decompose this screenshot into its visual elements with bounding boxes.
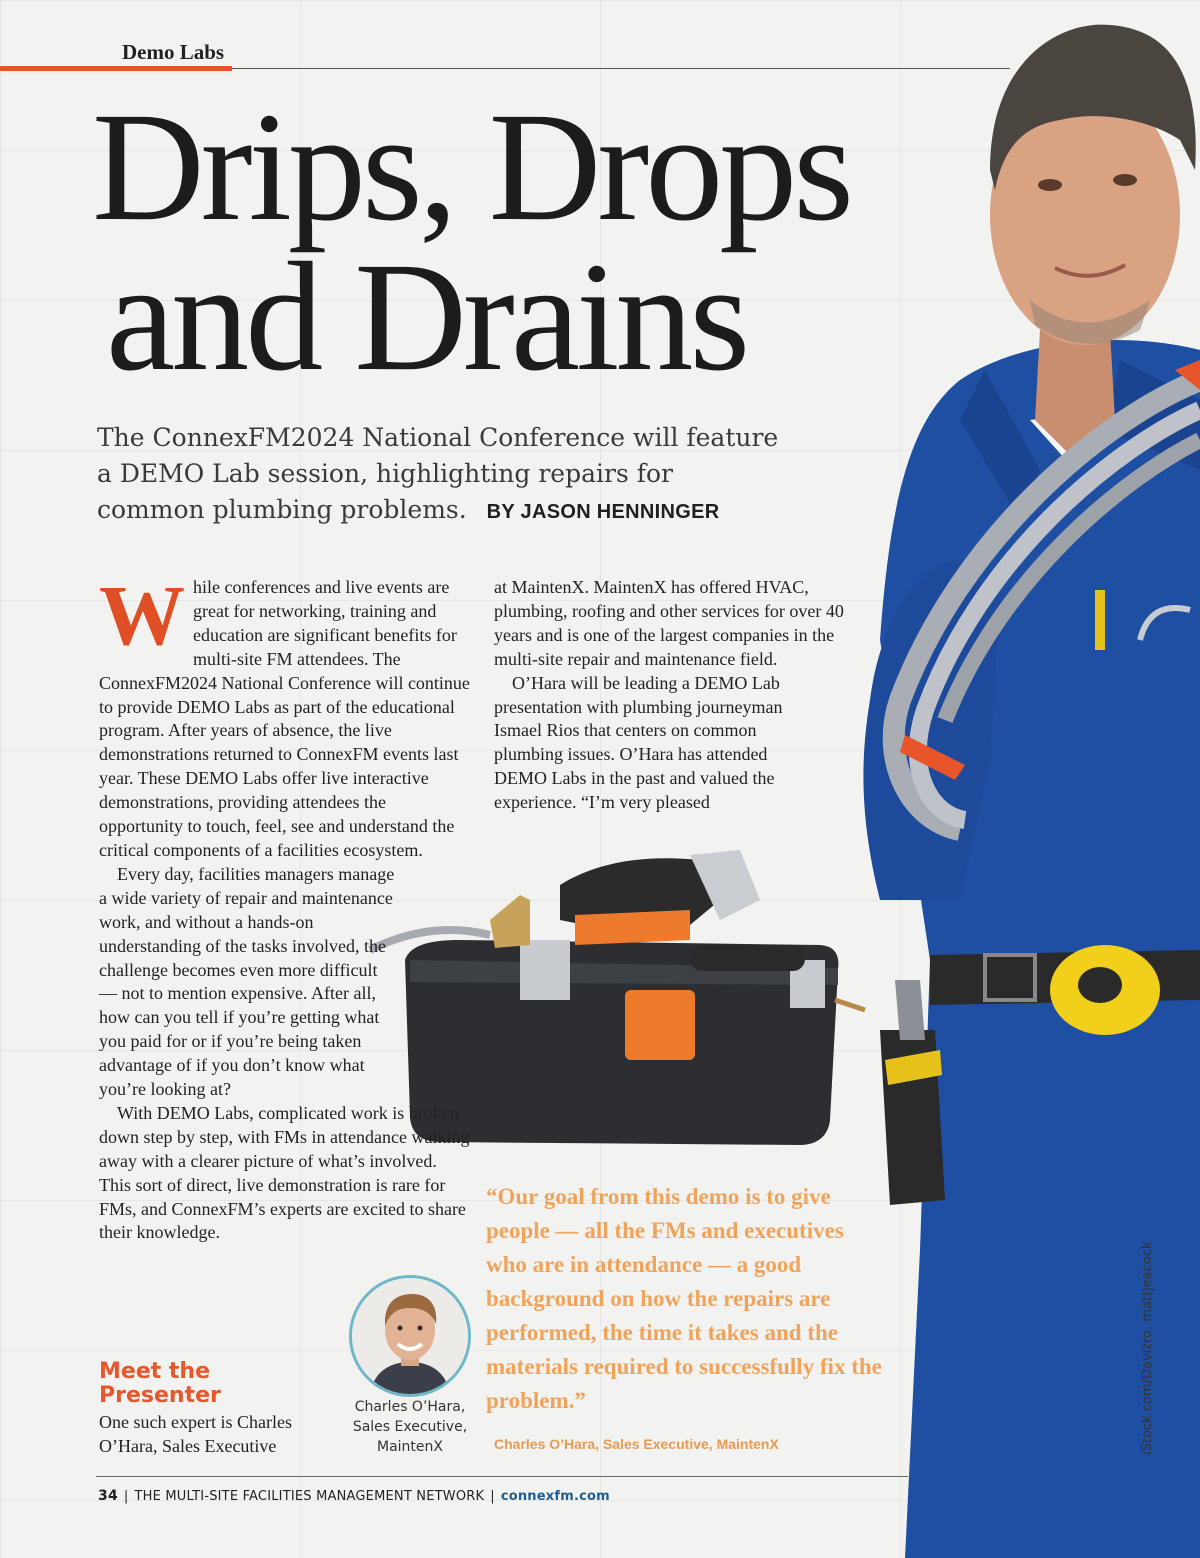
- paragraph-1: [99, 567, 471, 863]
- paragraph-3-text: With DEMO Labs, complicated work is broken down step by step, with FMs in attendance walking away with a clearer picture of what’s involved. This sort of direct, live demonstration is rare for FMs, and ConnexFM’s experts are excited to share their knowledge.: [99, 1102, 470, 1243]
- headline-line-2: and Drains: [106, 230, 747, 403]
- headline: [92, 80, 850, 403]
- website-link[interactable]: connexfm.com: [500, 1489, 610, 1504]
- page-number: 34: [98, 1488, 118, 1504]
- footer-separator: |: [490, 1489, 495, 1504]
- portrait-caption: [344, 1397, 476, 1457]
- caption-line-1: Charles O’Hara,: [354, 1399, 466, 1415]
- footer-rule: [96, 1476, 908, 1477]
- presenter-avatar: [352, 1278, 468, 1394]
- section-accent-bar: [0, 66, 232, 71]
- paragraph-2-text: Every day, facilities managers manage a wide variety of repair and maintenance work, and without a hands-on understanding of the tasks involved, the challenge becomes even more difficult — not to mention expensive. After all, how can you tell if you’re getting what you paid for or if you’re being taken advantage of if you don’t know what you’re looking at?: [99, 863, 395, 1100]
- page-footer: [98, 1488, 610, 1504]
- pull-quote-attribution: Charles O’Hara, Sales Executive, MaintenX: [494, 1436, 779, 1452]
- body-column-1: [99, 567, 471, 1245]
- pull-quote: “Our goal from this demo is to give people — all the FMs and executives who are in attendance — a good background on how the repairs are performed, the time it takes and the materials required to successfully fix the problem.”: [486, 1184, 882, 1413]
- meet-presenter-text: One such expert is Charles O’Hara, Sales Executive: [99, 1412, 292, 1456]
- photo-credit: iStock.com/Davizro, mattjeacock: [1140, 1241, 1155, 1455]
- paragraph-3: [99, 1102, 471, 1245]
- presenter-portrait: [349, 1275, 471, 1397]
- deck: [97, 420, 787, 530]
- meet-presenter-heading: [99, 1360, 221, 1408]
- paragraph-2: [99, 863, 399, 1102]
- column-2-paragraph-1: at MaintenX. MaintenX has offered HVAC, plumbing, roofing and other services for over 40 years and is one of the largest companies in the multi-site repair and maintenance field.: [494, 577, 844, 669]
- drop-cap: W: [99, 567, 185, 663]
- headline-line-1: Drips, Drops: [92, 80, 850, 253]
- caption-line-3: MaintenX: [377, 1439, 443, 1455]
- column-2-paragraph-2: O’Hara will be leading a DEMO Lab presentation with plumbing journeyman Ismael Rios that centers on common plumbing issues. O’Hara has attended DEMO Labs in the past and valued the experience. “I’m very pleased: [494, 672, 783, 813]
- meet-heading-line-2: Presenter: [99, 1383, 221, 1408]
- paragraph-1-text: hile conferences and live events are great for networking, training and education are significant benefits for multi-site FM attendees. The ConnexFM2024 National Conference will continue to provide DEMO Labs as part of the educational program. After years of absence, the live demonstrations returned to ConnexFM events last year. These DEMO Labs offer live interactive demonstrations, providing attendees the opportunity to touch, feel, see and understand the critical components of a facilities ecosystem.: [99, 577, 470, 860]
- footer-separator: |: [123, 1489, 129, 1504]
- body-column-2: [494, 576, 874, 815]
- caption-line-2: Sales Executive,: [352, 1419, 468, 1435]
- deck-text: The ConnexFM2024 National Conference will feature a DEMO Lab session, highlighting repairs for common plumbing problems.: [97, 423, 779, 524]
- meet-heading-line-1: Meet the: [99, 1359, 211, 1384]
- section-label: Demo Labs: [122, 40, 225, 64]
- byline: BY JASON HENNINGER: [486, 501, 720, 523]
- publication-name: THE MULTI-SITE FACILITIES MANAGEMENT NETWORK: [134, 1489, 485, 1504]
